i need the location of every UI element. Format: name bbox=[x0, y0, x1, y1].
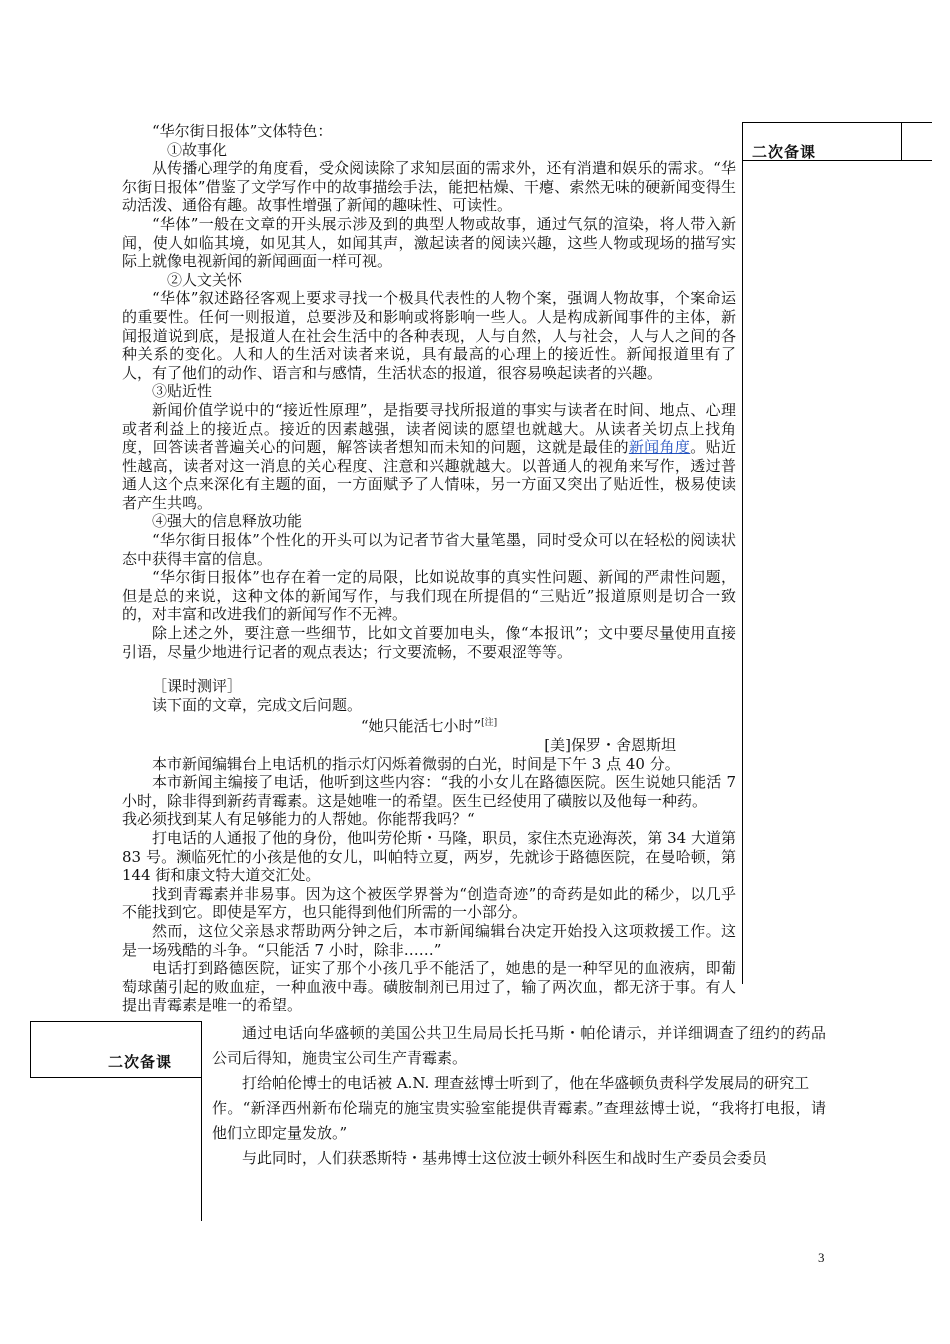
article-paragraph: 找到青霉素并非易事。因为这个被医学界誉为“创造奇迹”的奇药是如此的稀少，以几乎不能找到它。即使是军方，也只能得到他们所需的一小部分。 bbox=[122, 884, 736, 922]
paragraph: “华体”叙述路径客观上要求寻找一个极具代表性的人物个案，强调人物故事，个案命运的重要性。任何一则报道，总要涉及和影响或将影响一些人。人是构成新闻事件的主体，新闻报道说到底，是报道人在社会生活中的各种表现，人与自然，人与社会，人与人之间的各种关系的变化。人和人的生活对读者来说，具有最高的心理上的接近性。新闻报道里有了人，有了他们的动作、语言和与感情，生活状态的报道，很容易唤起读者的兴趣。 bbox=[122, 289, 736, 382]
article-paragraph: 打电话的人通报了他的身份，他叫劳伦斯・马隆，职员，家住杰克逊海茨，第 34 大道第 83 号。濒临死忙的小孩是他的女儿，叫帕特立夏，两岁，先就诊于路德医院，在曼哈顿，第 144 街和康文特大道交汇处。 bbox=[122, 828, 736, 885]
divider bbox=[901, 122, 902, 160]
article-title-text: “她只能活七小时” bbox=[360, 717, 482, 736]
spacer bbox=[122, 661, 736, 677]
lesson-notes-column-top bbox=[742, 122, 932, 984]
article-author: [美]保罗・舍恩斯坦 bbox=[544, 736, 676, 754]
page-number: 3 bbox=[818, 1250, 825, 1265]
paragraph: 除上述之外，要注意一些细节，比如文首要加电头，像“本报讯”；文中要尽量使用直接引语，尽量少地进行记者的观点表达；行文要流畅，不要艰涩等等。 bbox=[122, 624, 736, 661]
article-paragraph: 打给帕伦博士的电话被 A.N. 理查兹博士听到了，他在华盛顿负责科学发展局的研究工 bbox=[242, 1074, 810, 1092]
paragraph: “华体”一般在文章的开头展示涉及到的典型人物或故事，通过气氛的渲染，将人带入新闻，使人如临其境，如见其人，如闻其声，激起读者的阅读兴趣，这些人物或现场的描写实际上就像电视新闻的新闻画面一样可视。 bbox=[122, 214, 736, 271]
article-paragraph: 本市新闻主编接了电话，他听到这些内容：“我的小女儿在路德医院。医生说她只能活 7 小时，除非得到新药青霉素。这是她唯一的希望。医生已经使用了磺胺以及他每一种药。 bbox=[122, 773, 736, 810]
article-paragraph: 作。“新泽西州新布伦瑞克的施宝贵实验室能提供青霉素。”查理兹博士说，“我将打电报，请他们立即定量发放。” bbox=[212, 1099, 826, 1142]
paragraph: “华尔街日报体”个性化的开头可以为记者节省大量笔墨，同时受众可以在轻松的阅读状态中获得丰富的信息。 bbox=[122, 531, 736, 568]
lesson-notes-column-bottom bbox=[30, 1021, 202, 1221]
paragraph: 从传播心理学的角度看，受众阅读除了求知层面的需求外，还有消遣和娱乐的需求。“华尔街日报体”借鉴了文学写作中的故事描绘手法，能把枯燥、干瘪、索然无味的硬新闻变得生动活泼、通俗有趣。故事性增强了新闻的趣味性、可读性。 bbox=[122, 159, 736, 215]
news-angle-link[interactable]: 新闻角度 bbox=[628, 438, 691, 457]
subheading-storytelling: ①故事化 bbox=[167, 140, 228, 159]
paragraph-text: 。贴近性越高，读者对这一消息的关心程度、注意和兴趣就越大。以普通人的视角来写作，透过普通人这个点来深化有主题的面，一方面赋予了人情味，另一方面又突出了贴近性，极易使读者产生共鸣。 bbox=[122, 438, 736, 512]
article-title-note: [注] bbox=[481, 718, 498, 729]
article-paragraph: 然而，这位父亲恳求帮助两分钟之后，本市新闻编辑台决定开始投入这项救援工作。这是一场残酷的斗争。“只能活 7 小时，除非……” bbox=[122, 921, 736, 959]
lesson-notes-label: 二次备课 bbox=[107, 1053, 172, 1071]
divider bbox=[30, 1021, 202, 1022]
article-paragraph: 通过电话向华盛顿的美国公共卫生局局长托马斯・帕伦请示，并详细调查了纽约的药品公司后得知，施贵宝公司生产青霉素。 bbox=[212, 1024, 826, 1067]
divider bbox=[742, 122, 743, 984]
divider bbox=[30, 1077, 202, 1078]
paragraph: “华尔街日报体”也存在着一定的局限，比如说故事的真实性问题、新闻的严肃性问题，但是总的来说，这种文体的新闻写作，与我们现在所提倡的“三贴近”报道原则是切合一致的，对丰富和改进我们的新闻写作不无裨。 bbox=[122, 568, 736, 624]
top-content bbox=[122, 122, 736, 1015]
paragraph-text: 新闻价值学说中的“接近性原理”，是指要寻找所报道的事实与读者在时间、地点、心理或者利益上的接近点。接近的因素越强，读者阅读的愿望也就越大。从读者关切点上找角度，回答读者普遍关心的问题，解答读者想知而未知的问题，这就是最佳的 bbox=[122, 400, 736, 457]
bottom-content bbox=[212, 1021, 826, 1171]
lesson-notes-label: 二次备课 bbox=[752, 143, 817, 161]
article-paragraph: 我必须找到某人有足够能力的人帮她。你能帮我吗？“ bbox=[122, 810, 475, 829]
article-title bbox=[122, 714, 736, 736]
subheading-information: ④强大的信息释放功能 bbox=[152, 512, 303, 531]
paragraph-proximity bbox=[122, 401, 736, 513]
section-heading: “华尔街日报体”文体特色： bbox=[152, 122, 333, 140]
article-paragraph: 与此同时，人们获悉斯特・基弗博士这位波士顿外科医生和战时生产委员会委员 bbox=[242, 1149, 768, 1167]
subheading-proximity: ③贴近性 bbox=[152, 382, 213, 401]
divider bbox=[742, 122, 932, 123]
quiz-heading: ［课时测评］ bbox=[152, 677, 243, 696]
subheading-humanism: ②人文关怀 bbox=[167, 270, 243, 289]
article-paragraph: 本市新闻编辑台上电话机的指示灯闪烁着微弱的白光，时间是下午 3 点 40 分。 bbox=[152, 754, 680, 773]
article-paragraph: 电话打到路德医院，证实了那个小孩几乎不能活了，她患的是一种罕见的血液病，即葡萄球菌引起的败血症，一种血液中毒。磺胺制剂已用过了，输了两次血，都无济于事。有人提出青霉素是唯一的希望。 bbox=[122, 959, 736, 1015]
quiz-instruction: 读下面的文章，完成文后问题。 bbox=[152, 695, 363, 714]
